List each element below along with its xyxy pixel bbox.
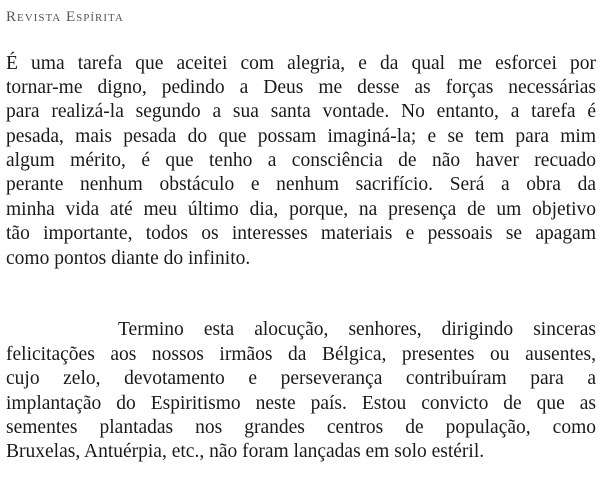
text-line: para realizá-la segundo a sua santa vontade. No entanto, a tarefa é [6,101,596,122]
text-line: Bruxelas, Antuérpia, etc., não foram lançadas em solo estéril. [6,441,485,462]
text-line: pesada, mais pesada do que possam imaginá-la; e se tem para mim [6,126,596,147]
text-line: Termino esta alocução, senhores, dirigindo sinceras [118,319,596,340]
text-line: sementes plantadas nos grandes centros de população, como [6,417,596,438]
text-line: cujo zelo, devotamento e perseverança contribuíram para a [6,368,596,389]
text-line: felicitações aos nossos irmãos da Bélgica, presentes ou ausentes, [6,344,596,365]
text-line: algum mérito, é que tenho a consciência de não haver recuado [6,150,596,171]
text-line: perante nenhum obstáculo e nenhum sacrifício. Será a obra da [6,174,596,195]
text-line: minha vida até meu último dia, porque, na presença de um objetivo [6,199,596,220]
running-header: Revista Espírita [6,9,124,25]
text-line: É uma tarefa que aceitei com alegria, e da qual me esforcei por [6,53,596,74]
text-line: como pontos diante do infinito. [6,248,251,269]
text-line: implantação do Espiritismo neste país. Estou convicto de que as [6,393,596,414]
text-line: tornar-me digno, pedindo a Deus me desse as forças necessárias [6,77,596,98]
text-line: tão importante, todos os interesses materiais e pessoais se apagam [6,223,596,244]
